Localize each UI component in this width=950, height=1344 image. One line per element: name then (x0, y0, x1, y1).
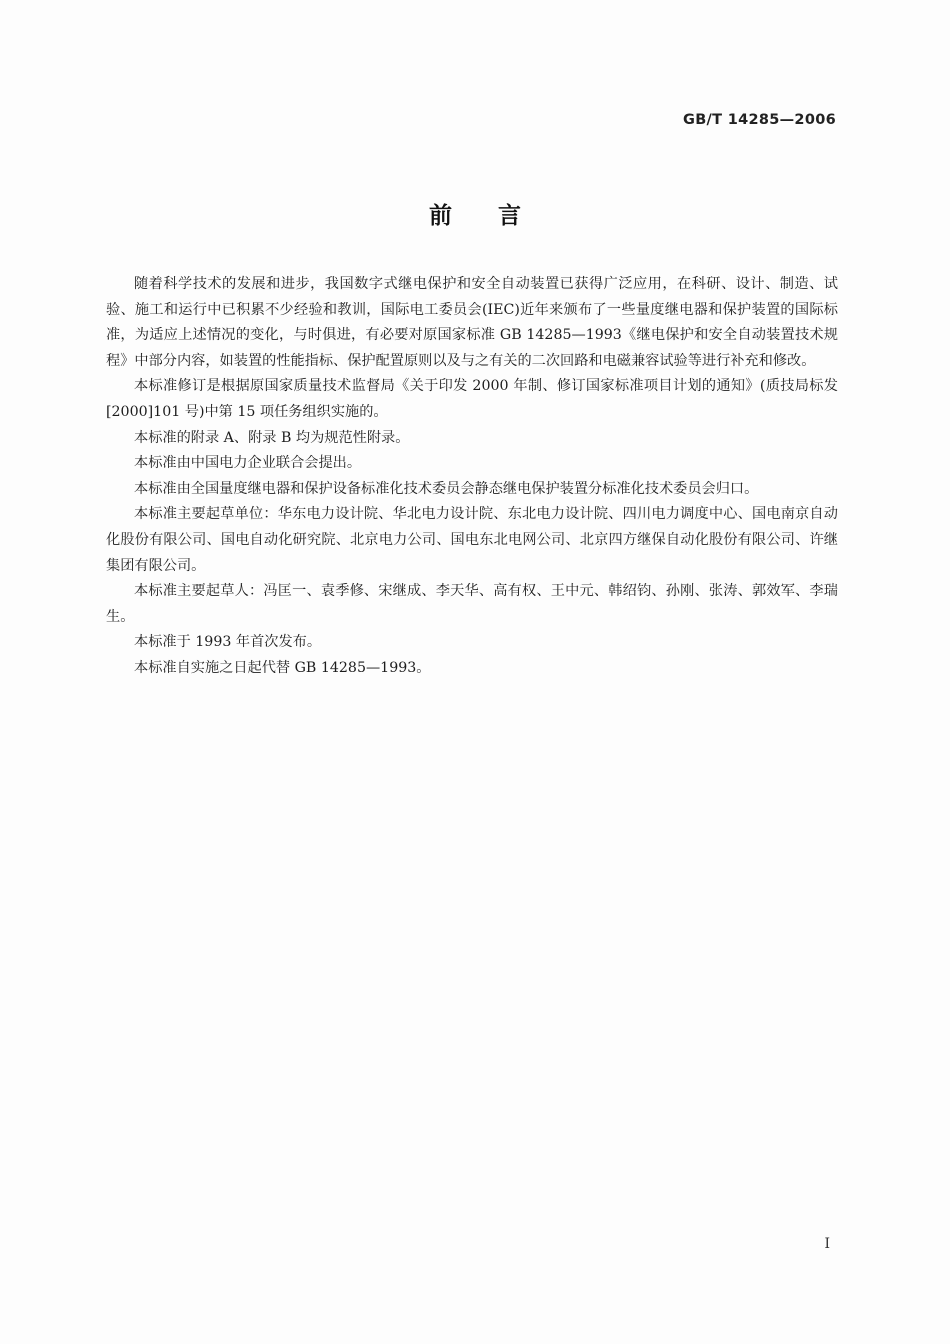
paragraph: 随着科学技术的发展和进步，我国数字式继电保护和安全自动装置已获得广泛应用，在科研、设计、制造、试验、施工和运行中已积累不少经验和教训，国际电工委员会(IEC)近年来颁布了一些量度继电器和保护装置的国际标准，为适应上述情况的变化，与时俱进，有必要对原国家标准 GB 14285—1993《继电保护和安全自动装置技术规程》中部分内容，如装置的性能指标、保护配置原则以及与之有关的二次回路和电磁兼容试验等进行补充和修改。 (106, 276, 838, 369)
paragraph: 本标准的附录 A、附录 B 均为规范性附录。 (134, 429, 410, 446)
page-title: 前言 (429, 203, 567, 229)
paragraph: 本标准主要起草单位：华东电力设计院、华北电力设计院、东北电力设计院、四川电力调度中心、国电南京自动化股份有限公司、国电自动化研究院、北京电力公司、国电东北电网公司、北京四方继保自动化股份有限公司、许继集团有限公司。 (106, 506, 838, 574)
page-number: I (824, 1236, 830, 1252)
paragraph: 本标准自实施之日起代替 GB 14285—1993。 (134, 659, 431, 676)
paragraph: 本标准主要起草人：冯匡一、袁季修、宋继成、李天华、高有权、王中元、韩绍钧、孙刚、张涛、郭效军、李瑞生。 (106, 583, 838, 625)
paragraph: 本标准于 1993 年首次发布。 (134, 634, 322, 651)
paragraph: 本标准修订是根据原国家质量技术监督局《关于印发 2000 年制、修订国家标准项目计划的通知》(质技局标发[2000]101 号)中第 15 项任务组织实施的。 (106, 378, 838, 420)
paragraph: 本标准由中国电力企业联合会提出。 (134, 455, 362, 472)
paragraph: 本标准由全国量度继电器和保护设备标准化技术委员会静态继电保护装置分标准化技术委员会归口。 (134, 480, 759, 497)
standard-number: GB/T 14285—2006 (683, 112, 836, 128)
foreword-body (106, 272, 838, 682)
